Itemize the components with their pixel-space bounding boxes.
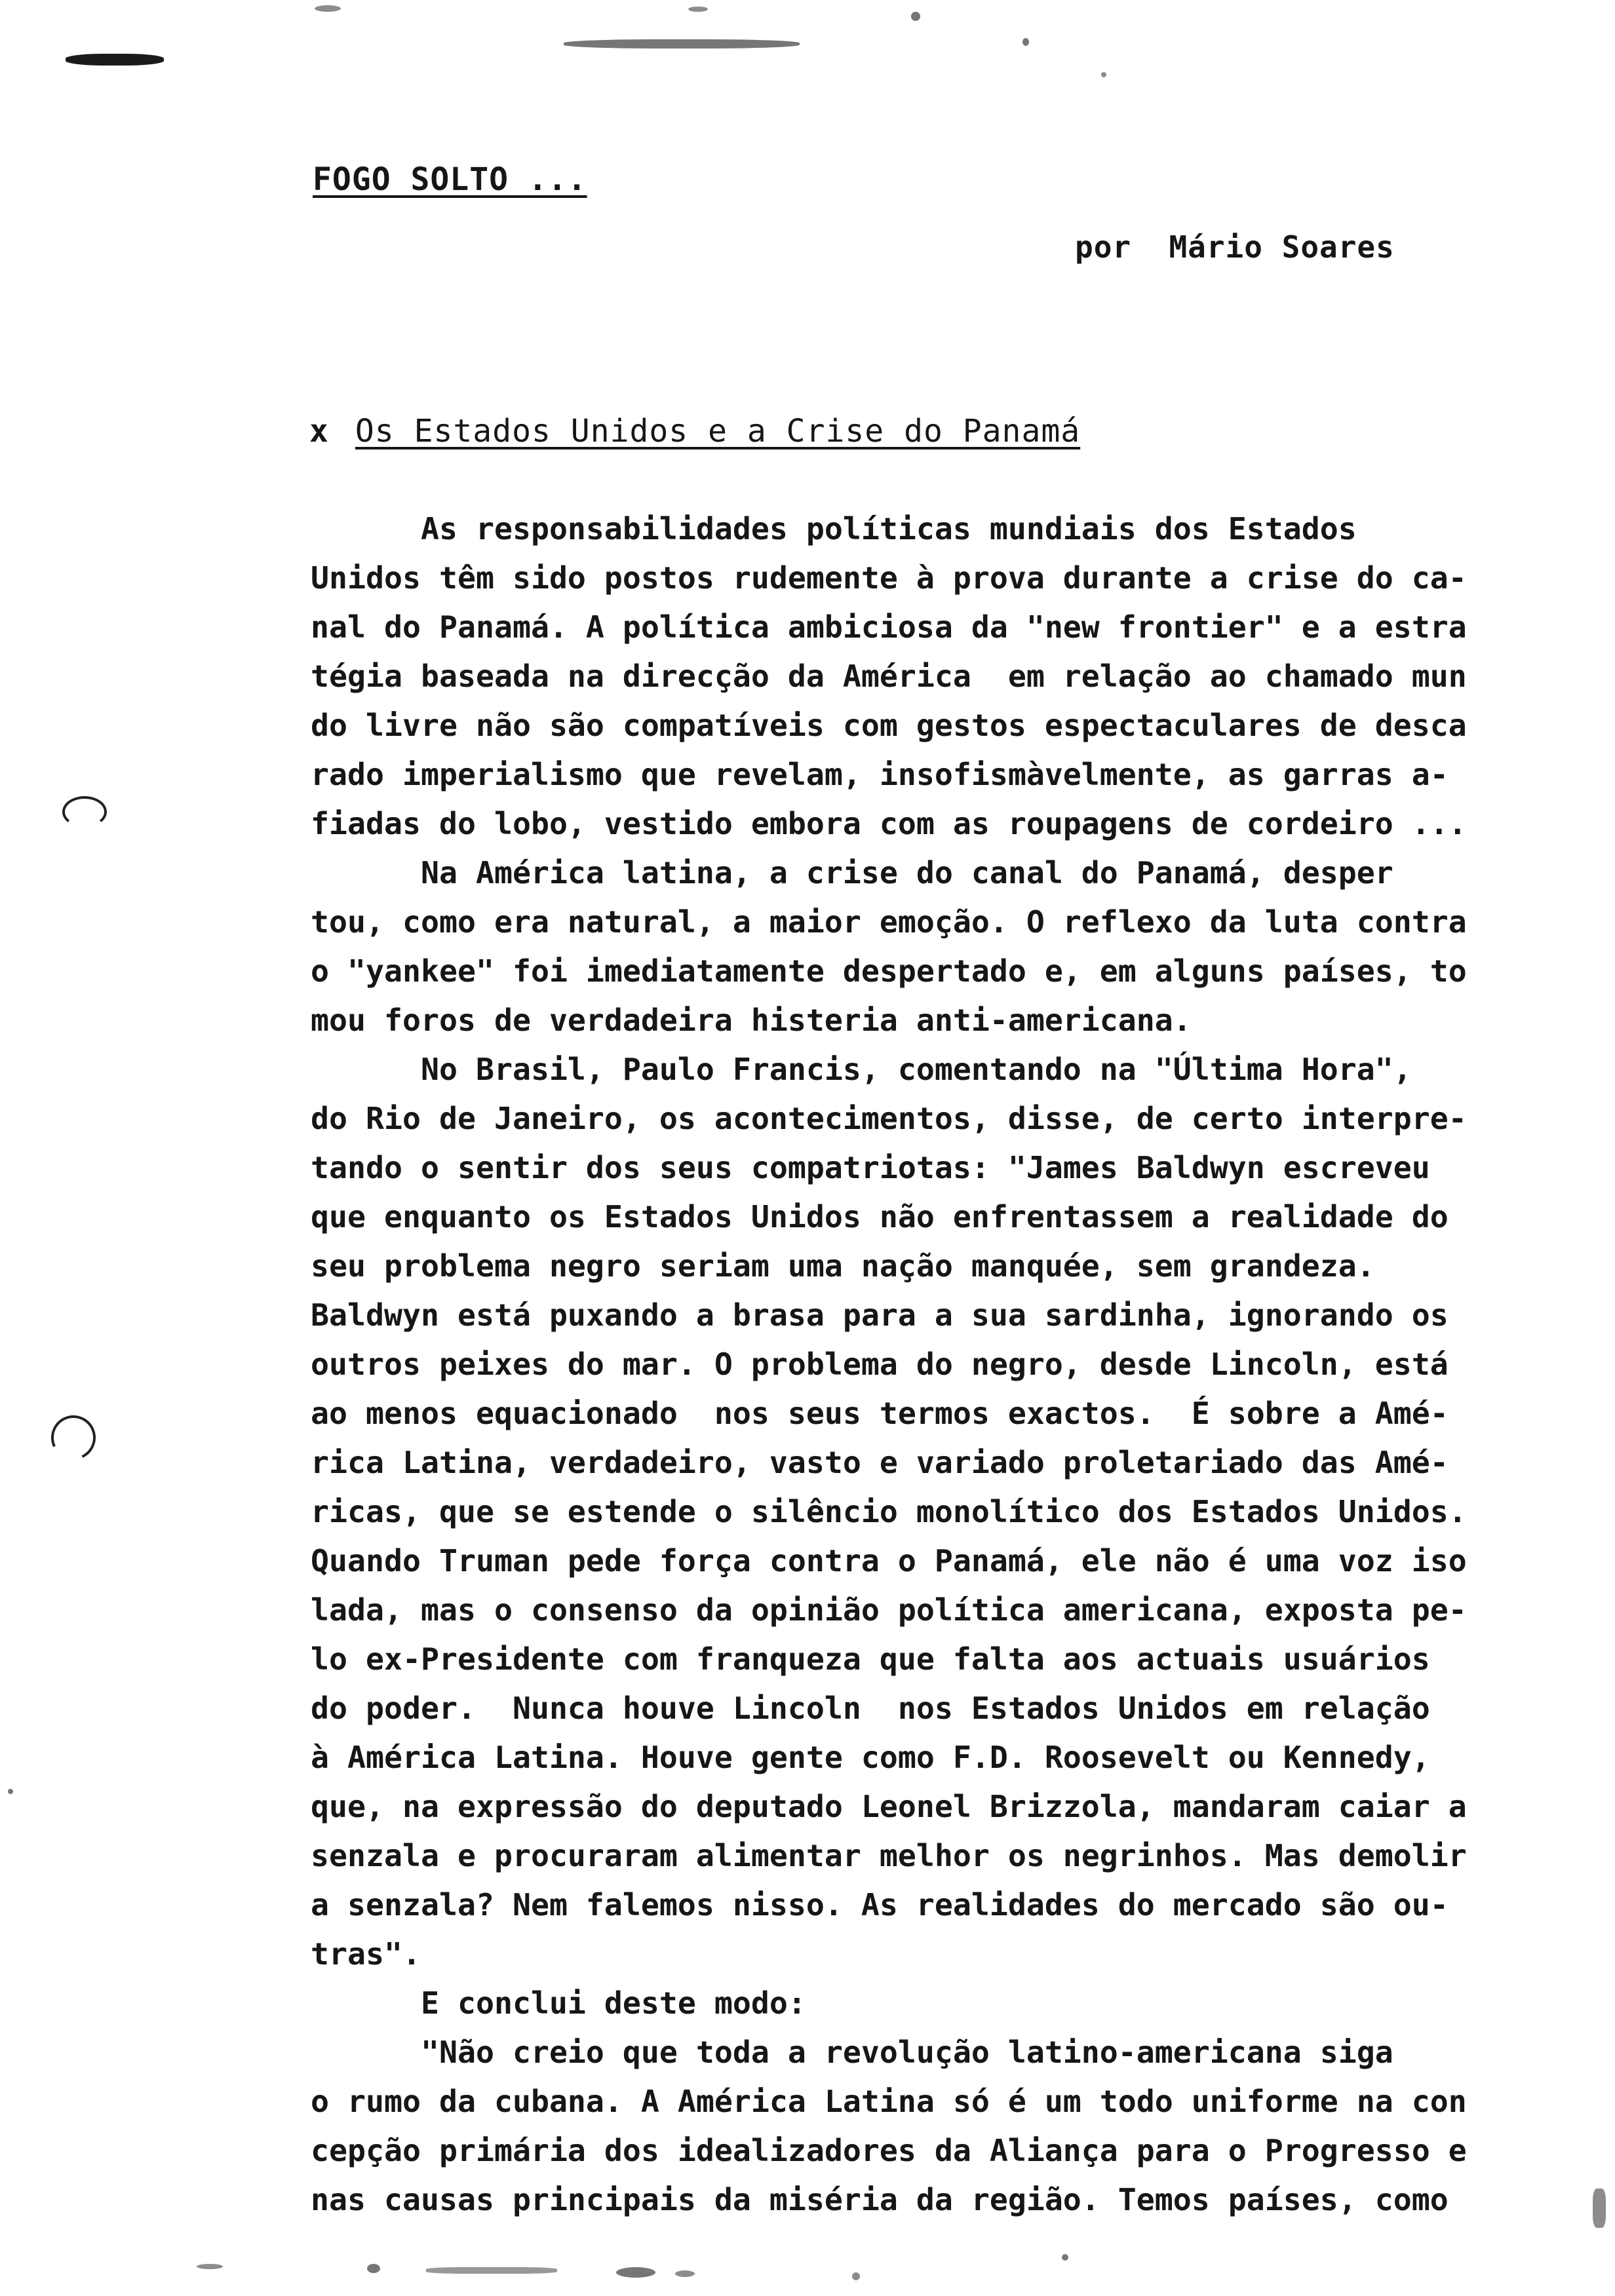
text-line: do poder. Nunca houve Lincoln nos Estados Unidos em relação bbox=[311, 1691, 1430, 1726]
text-line: No Brasil, Paulo Francis, comentando na "Última Hora", bbox=[311, 1052, 1412, 1087]
text-line: tando o sentir dos seus compatriotas: "James Baldwyn escreveu bbox=[311, 1150, 1430, 1185]
text-line: seu problema negro seriam uma nação manquée, sem grandeza. bbox=[311, 1248, 1375, 1284]
text-line: ricas, que se estende o silêncio monolítico dos Estados Unidos. bbox=[311, 1494, 1467, 1529]
text-line: Quando Truman pede força contra o Panamá, ele não é uma voz iso bbox=[311, 1543, 1467, 1578]
text-line: Baldwyn está puxando a brasa para a sua sardinha, ignorando os bbox=[311, 1297, 1449, 1333]
text-line: Na América latina, a crise do canal do Panamá, desper bbox=[311, 855, 1393, 890]
text-line: lada, mas o consenso da opinião política americana, exposta pe- bbox=[311, 1592, 1467, 1628]
text-line: do livre não são compatíveis com gestos espectaculares de desca bbox=[311, 708, 1467, 743]
body-text bbox=[311, 505, 1556, 2225]
text-line: As responsabilidades políticas mundiais dos Estados bbox=[311, 511, 1357, 546]
text-line: senzala e procuraram alimentar melhor os negrinhos. Mas demolir bbox=[311, 1838, 1467, 1873]
text-line: fiadas do lobo, vestido embora com as roupagens de cordeiro ... bbox=[311, 806, 1467, 841]
text-line: Unidos têm sido postos rudemente à prova durante a crise do ca- bbox=[311, 560, 1467, 596]
text-line: rica Latina, verdadeiro, vasto e variado proletariado das Amé- bbox=[311, 1445, 1449, 1480]
text-line: o "yankee" foi imediatamente despertado e, em alguns países, to bbox=[311, 953, 1467, 989]
author-byline: por Mário Soares bbox=[1075, 229, 1395, 265]
text-line: cepção primária dos idealizadores da Aliança para o Progresso e bbox=[311, 2133, 1467, 2168]
document-title bbox=[313, 161, 587, 198]
text-line: que, na expressão do deputado Leonel Brizzola, mandaram caiar a bbox=[311, 1789, 1467, 1824]
text-line: E conclui deste modo: bbox=[311, 1985, 806, 2021]
text-line: a senzala? Nem falemos nisso. As realidades do mercado são ou- bbox=[311, 1887, 1449, 1923]
text-line: "Não creio que toda a revolução latino-americana siga bbox=[311, 2035, 1393, 2070]
text-line: outros peixes do mar. O problema do negro, desde Lincoln, está bbox=[311, 1347, 1449, 1382]
text-line: tou, como era natural, a maior emoção. O reflexo da luta contra bbox=[311, 904, 1467, 940]
section-heading-text: Os Estados Unidos e a Crise do Panamá bbox=[355, 413, 1081, 450]
text-line: à América Latina. Houve gente como F.D. Roosevelt ou Kennedy, bbox=[311, 1740, 1430, 1775]
section-heading bbox=[309, 413, 1080, 450]
section-mark: x bbox=[309, 413, 329, 450]
text-line: que enquanto os Estados Unidos não enfrentassem a realidade do bbox=[311, 1199, 1449, 1234]
title-text: FOGO SOLTO ... bbox=[313, 161, 587, 198]
text-line: rado imperialismo que revelam, insofismàvelmente, as garras a- bbox=[311, 757, 1449, 792]
text-line: mou foros de verdadeira histeria anti-americana. bbox=[311, 1003, 1192, 1038]
text-line: tras". bbox=[311, 1936, 421, 1972]
text-line: lo ex-Presidente com franqueza que falta aos actuais usuários bbox=[311, 1641, 1430, 1677]
text-line: nal do Panamá. A política ambiciosa da "new frontier" e a estra bbox=[311, 609, 1467, 645]
text-line: ao menos equacionado nos seus termos exactos. É sobre a Amé- bbox=[311, 1396, 1449, 1431]
text-line: nas causas principais da miséria da região. Temos países, como bbox=[311, 2182, 1449, 2217]
text-line: o rumo da cubana. A América Latina só é um todo uniforme na con bbox=[311, 2084, 1467, 2119]
text-line: tégia baseada na direcção da América em relação ao chamado mun bbox=[311, 659, 1467, 694]
text-line: do Rio de Janeiro, os acontecimentos, disse, de certo interpre- bbox=[311, 1101, 1467, 1136]
